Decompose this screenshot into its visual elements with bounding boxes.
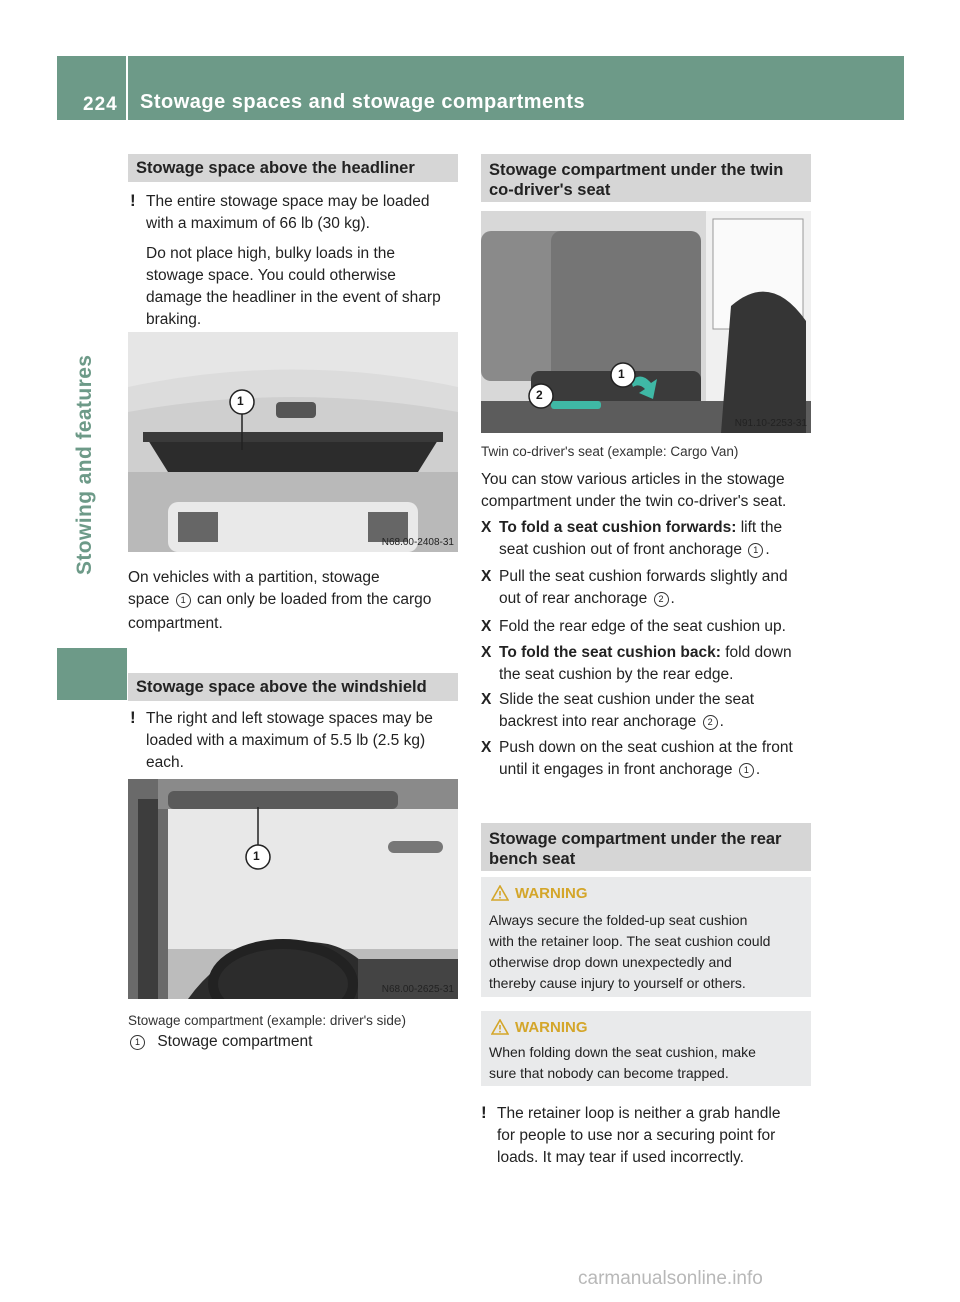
image-code: N68.00-2625-31 (381, 984, 454, 995)
ref-circle-1: 1 (176, 593, 191, 608)
callout-number: 1 (237, 394, 244, 408)
section-heading-text: Stowage space above the headliner (136, 159, 415, 177)
warning-line: with the retainer loop. The seat cushion could (489, 933, 771, 949)
note-line: loaded with a maximum of 5.5 lb (2.5 kg) (146, 732, 426, 749)
section-heading-text: Stowage space above the windshield (136, 678, 427, 696)
image-code: N68.00-2408-31 (381, 537, 454, 548)
step-text: . (765, 541, 770, 558)
step-push-down (481, 737, 824, 781)
warning-line: Always secure the folded-up seat cushion (489, 912, 748, 928)
warning-line: thereby cause injury to yourself or others. (489, 975, 746, 991)
text-fragment: space (128, 591, 170, 608)
side-tab (57, 120, 127, 680)
note-line: The right and left stowage spaces may be (146, 710, 433, 727)
warning-line: sure that nobody can become trapped. (489, 1065, 729, 1081)
image-caption: Stowage compartment (example: driver's side) (128, 1013, 406, 1028)
step-arrow-icon: X (481, 519, 492, 536)
header-divider (126, 56, 128, 120)
page-header (57, 56, 904, 120)
step-fold-rear-edge (481, 616, 824, 638)
step-arrow-icon: X (481, 568, 492, 585)
text-line: compartment. (128, 615, 223, 632)
note-exclamation-icon: ! (130, 708, 136, 727)
step-text: seat cushion out of front anchorage (499, 541, 747, 558)
note-line: stowage space. You could otherwise (146, 267, 396, 284)
twin-seat-intro (481, 469, 816, 513)
step-pull-forwards (481, 566, 824, 610)
note-headliner (130, 190, 466, 331)
section-heading-text: bench seat (489, 850, 576, 868)
step-slide-under (481, 689, 824, 733)
section-heading-text: Stowage compartment under the rear (489, 830, 782, 848)
step-bold: To fold the seat cushion back: (499, 644, 721, 661)
callout-number: 2 (536, 388, 543, 402)
ref-circle: 2 (703, 715, 718, 730)
legend-text: Stowage compartment (157, 1033, 313, 1050)
ref-circle-1: 1 (130, 1035, 145, 1050)
note-exclamation-icon: ! (481, 1103, 487, 1122)
step-text: out of rear anchorage (499, 590, 652, 607)
ref-circle: 2 (654, 592, 669, 607)
step-text: until it engages in front anchorage (499, 761, 737, 778)
note-windshield (130, 707, 466, 774)
step-fold-back (481, 642, 824, 686)
warning-triangle-icon (491, 885, 509, 901)
windshield-photo-drawing (128, 779, 458, 999)
ref-circle: 1 (748, 543, 763, 558)
section-heading-windshield (128, 673, 458, 701)
step-text: the seat cushion by the rear edge. (499, 666, 734, 683)
step-text: fold down (720, 644, 792, 661)
note-line: loads. It may tear if used incorrectly. (497, 1149, 744, 1166)
headliner-stowage-photo (128, 332, 458, 552)
step-arrow-icon: X (481, 644, 492, 661)
warning-triangle-icon (491, 1019, 509, 1035)
ref-circle: 1 (739, 763, 754, 778)
step-text: . (755, 761, 761, 778)
note-line: each. (146, 754, 184, 771)
warning-box-1 (481, 877, 811, 997)
side-tab-text: Stowing and features (73, 354, 96, 575)
warning-title: WARNING (515, 885, 588, 902)
step-text: backrest into rear anchorage (499, 713, 701, 730)
note-line: braking. (146, 311, 202, 328)
note-exclamation-icon: ! (130, 191, 136, 210)
headliner-photo-drawing (128, 332, 458, 552)
text-line: On vehicles with a partition, stowage (128, 569, 380, 586)
warning-title: WARNING (515, 1019, 588, 1036)
step-text: Slide the seat cushion under the seat (499, 691, 755, 708)
step-text: . (719, 713, 724, 730)
note-line: Do not place high, bulky loads in the (146, 245, 396, 262)
warning-box-2 (481, 1011, 811, 1086)
step-text: Push down on the seat cushion at the front (499, 739, 793, 756)
warning-line: When folding down the seat cushion, make (489, 1044, 756, 1060)
step-arrow-icon: X (481, 618, 492, 635)
callout-number: 1 (253, 849, 260, 863)
callout-number: 1 (618, 367, 625, 381)
section-heading-text: co-driver's seat (489, 181, 611, 199)
twin-seat-photo (481, 211, 811, 433)
watermark: carmanualsonline.info (578, 1268, 763, 1289)
step-arrow-icon: X (481, 739, 492, 756)
note-line: for people to use nor a securing point for (497, 1127, 776, 1144)
step-arrow-icon: X (481, 691, 492, 708)
note-line: The retainer loop is neither a grab handle (497, 1105, 781, 1122)
step-fold-forwards (481, 517, 824, 561)
section-heading-twin-seat (481, 154, 811, 202)
note-line: The entire stowage space may be loaded (146, 193, 430, 210)
windshield-stowage-photo (128, 779, 458, 999)
section-heading-text: Stowage compartment under the twin (489, 161, 784, 179)
step-text: lift the (736, 519, 783, 536)
text-line: can only be loaded from the cargo (197, 591, 432, 608)
twin-seat-photo-drawing (481, 211, 811, 433)
step-bold: To fold a seat cushion forwards: (499, 519, 737, 536)
step-text: Pull the seat cushion forwards slightly and (499, 568, 788, 585)
image-code: N91.10-2253-31 (734, 418, 807, 429)
note-line: with a maximum of 66 lb (30 kg). (146, 215, 370, 232)
page-title: Stowage spaces and stowage compartments (140, 91, 586, 113)
legend-item (128, 1031, 312, 1053)
warning-line: otherwise drop down unexpectedly and (489, 954, 732, 970)
image-caption: Twin co-driver's seat (example: Cargo Van) (481, 444, 739, 459)
step-text: Fold the rear edge of the seat cushion up. (499, 618, 786, 635)
section-heading-headliner (128, 154, 458, 182)
section-heading-rear-bench (481, 823, 811, 871)
note-line: damage the headliner in the event of sharp (146, 289, 441, 306)
step-text: . (670, 590, 675, 607)
partition-text (128, 567, 458, 635)
text-line: You can stow various articles in the stowage (481, 471, 785, 488)
text-line: compartment under the twin co-driver's seat. (481, 493, 787, 510)
note-retainer-loop (481, 1102, 817, 1169)
side-tab-marker (57, 648, 127, 700)
page-number: 224 (83, 94, 118, 115)
